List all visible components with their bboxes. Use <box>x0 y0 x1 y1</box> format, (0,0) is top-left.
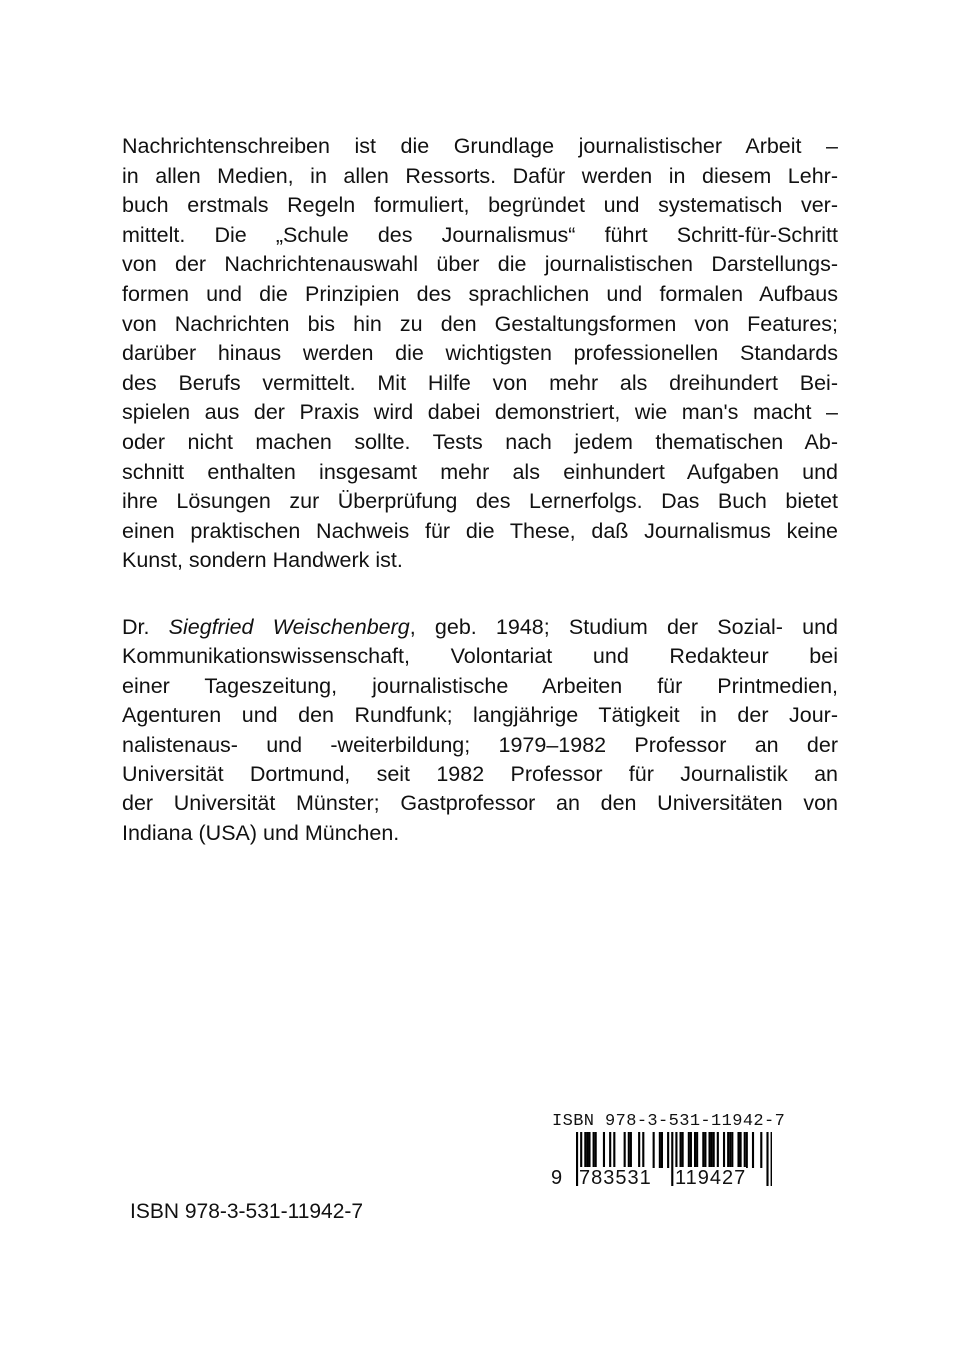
barcode-bar <box>588 1132 590 1168</box>
barcode-bar <box>630 1132 632 1168</box>
barcode-bar <box>708 1132 710 1168</box>
barcode-bar <box>729 1132 731 1168</box>
barcode-isbn-label: ISBN 978-3-531-11942-7 <box>552 1112 786 1131</box>
text-line: des Berufs vermittelt. Mit Hilfe von mehr als dreihundert Bei- <box>122 370 838 395</box>
barcode-bar <box>711 1132 713 1168</box>
author-name: Siegfried Weischenberg <box>168 615 410 639</box>
text-line: von Nachrichten bis hin zu den Gestaltungsformen von Features; <box>122 311 838 336</box>
text-line: Nachrichtenschreiben ist die Grundlage journalistischer Arbeit – <box>122 134 838 158</box>
barcode-bar <box>661 1132 663 1168</box>
barcode-bar <box>723 1132 725 1168</box>
barcode-bar <box>737 1132 739 1168</box>
text-line: einen praktischen Nachweis für die These, daß Journalismus keine <box>122 518 838 543</box>
text-line: mittelt. Die „Schule des Journalismus“ führt Schritt-für-Schritt <box>122 222 838 247</box>
text-line: nalistenaus- und -weiterbildung; 1979–1982 Professor an der <box>122 732 838 757</box>
barcode-bar <box>760 1132 762 1168</box>
text-line: formen und die Prinzipien des sprachlichen und formalen Aufbaus <box>122 281 838 306</box>
barcode-bar <box>731 1132 733 1168</box>
text-line: der Universität Münster; Gastprofessor an den Universitäten von <box>122 791 838 816</box>
barcode-bar <box>653 1132 655 1168</box>
barcode-bar <box>727 1132 729 1168</box>
text-line: Universität Dortmund, seit 1982 Professor für Journalistik an <box>122 761 838 786</box>
barcode-bar <box>638 1132 640 1168</box>
barcode-bar <box>584 1132 586 1168</box>
text-line: in allen Medien, in allen Ressorts. Dafür werden in diesem Lehr- <box>122 163 838 188</box>
barcode-digits-left: 783531 <box>579 1167 652 1189</box>
barcode-bar <box>609 1132 611 1168</box>
barcode-bar <box>688 1132 690 1168</box>
barcode-bar <box>702 1132 704 1168</box>
author-bio-line: Dr. Siegfried Weischenberg, geb. 1948; Studium der Sozial- und <box>122 615 839 639</box>
barcode-digit-first: 9 <box>551 1167 563 1189</box>
barcode-bar <box>694 1132 696 1168</box>
text-line: Indiana (USA) und München. <box>122 820 400 845</box>
text-line: Agenturen und den Rundfunk; langjährige Tätigkeit in der Jour- <box>122 703 838 728</box>
barcode-bar <box>704 1132 706 1168</box>
barcode-bar <box>744 1132 746 1168</box>
author-bio <box>122 613 838 848</box>
barcode-bar <box>746 1132 748 1168</box>
barcode-bar <box>593 1132 595 1168</box>
barcode-bar <box>690 1132 692 1168</box>
barcode-bar <box>752 1132 754 1168</box>
barcode-bar <box>659 1132 661 1168</box>
text-line: oder nicht machen sollte. Tests nach jedem thematischen Ab- <box>122 429 838 454</box>
text-line: buch erstmals Regeln formuliert, begründet und systematisch ver- <box>122 193 838 218</box>
barcode-bar <box>667 1132 669 1168</box>
barcode-bar <box>642 1132 644 1168</box>
barcode-bar <box>628 1132 630 1168</box>
barcode-bar <box>603 1132 605 1168</box>
barcode-bar <box>613 1132 615 1168</box>
text-line: spielen aus der Praxis wird dabei demonstriert, wie man's macht – <box>122 400 838 425</box>
barcode-bar <box>717 1132 719 1168</box>
barcode-bar <box>740 1132 742 1168</box>
barcode-bar <box>624 1132 626 1168</box>
text-line: einer Tageszeitung, journalistische Arbeiten für Printmedien, <box>122 673 838 698</box>
text-line: Kommunikationswissenschaft, Volontariat und Redakteur bei <box>122 644 838 669</box>
text-line: Kunst, sondern Handwerk ist. <box>122 548 403 573</box>
text-line: von der Nachrichtenauswahl über die journalistischen Darstellungs- <box>122 252 838 277</box>
barcode-bar <box>586 1132 588 1168</box>
barcode-bar <box>595 1132 597 1168</box>
barcode-bar <box>696 1132 698 1168</box>
book-description <box>122 132 838 576</box>
text-line: schnitt enthalten insgesamt mehr als einhundert Aufgaben und <box>122 459 838 484</box>
barcode-bar <box>713 1132 715 1168</box>
text-line: darüber hinaus werden die wichtigsten professionellen Standards <box>122 341 838 366</box>
text-line: ihre Lösungen zur Überprüfung des Lernerfolgs. Das Buch bietet <box>122 489 838 514</box>
barcode-digits-right: 119427 <box>675 1167 747 1189</box>
isbn-footer: ISBN 978-3-531-11942-7 <box>130 1200 364 1223</box>
barcode-bar <box>680 1132 682 1168</box>
barcode-bar <box>682 1132 684 1168</box>
barcode-digits <box>551 1167 781 1191</box>
